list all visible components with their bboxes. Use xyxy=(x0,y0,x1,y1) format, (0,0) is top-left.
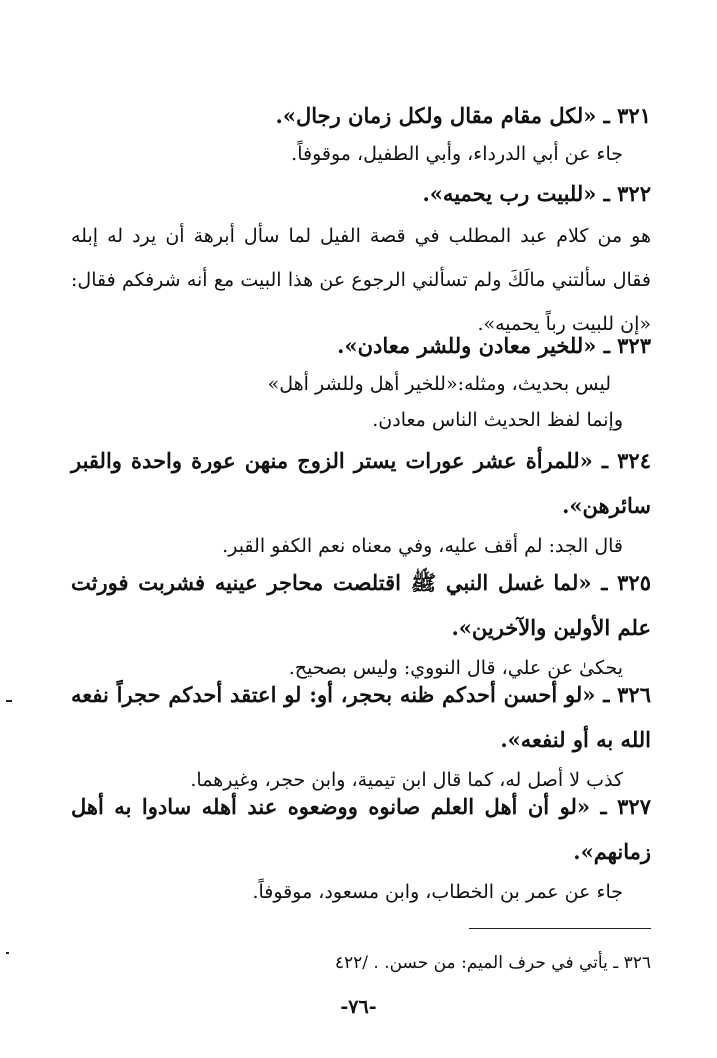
entry-321-heading: ٣٢١ ـ «لكل مقام مقال ولكل زمان رجال». xyxy=(275,103,651,128)
scan-edge-mark xyxy=(6,952,9,954)
entry-324 xyxy=(71,438,651,564)
entry-322-heading: ٣٢٢ ـ «للبيت رب يحميه». xyxy=(422,181,651,206)
scan-edge-mark xyxy=(6,700,12,702)
entry-323-heading: ٣٢٣ ـ «للخير معادن وللشر معادن». xyxy=(337,333,651,358)
footnote: ٣٢٦ ـ يأتي في حرف الميم: من حسن. . /٤٢٢ xyxy=(334,953,651,973)
entry-325 xyxy=(71,560,651,686)
entry-327-heading: ٣٢٧ ـ «لو أن أهل العلم صانوه ووضعوه عند أهله سادوا به أهل زمانهم». xyxy=(71,794,651,864)
entry-321-line: جاء عن أبي الدرداء، وأبي الطفيل، موقوفاً. xyxy=(291,143,623,165)
entry-325-line: يحكىٰ عن علي، قال النووي: وليس بصحيح. xyxy=(288,657,623,679)
entry-323-line-1: ليس بحديث، ومثله:«للخير أهل وللشر أهل» xyxy=(267,373,611,395)
entry-324-heading: ٣٢٤ ـ «للمرأة عشر عورات يستر الزوج منهن عورة واحدة والقبر سائرهن». xyxy=(71,448,651,518)
entry-322-paragraph: هو من كلام عبد المطلب في قصة الفيل لما سأل أبرهة أن يرد له إبله فقال سألتني مالَكَ ولم تسألني الرجوع عن هذا البيت مع أنه شرفكم فقال: «إن للبيت رباً يحميه». xyxy=(71,225,651,335)
entry-323 xyxy=(71,326,651,438)
entry-322 xyxy=(71,174,651,346)
page-number: -٧٦- xyxy=(340,996,377,1018)
entry-325-heading: ٣٢٥ ـ «لما غسل النبي ﷺ اقتلصت محاجر عينيه فشربت فورثت علم الأولين والآخرين». xyxy=(71,570,651,640)
footnote-divider xyxy=(469,928,651,929)
entry-324-line: قال الجد: لم أقف عليه، وفي معناه نعم الكفو القبر. xyxy=(222,535,623,557)
entry-327-line: جاء عن عمر بن الخطاب، وابن مسعود، موقوفاً. xyxy=(252,881,623,903)
entry-327 xyxy=(71,784,651,910)
entry-326-heading: ٣٢٦ ـ «لو أحسن أحدكم ظنه بحجر، أو: لو اعتقد أحدكم حجراً نفعه الله به أو لنفعه». xyxy=(71,682,651,752)
entry-323-line-2: وإنما لفظ الحديث الناس معادن. xyxy=(372,409,623,431)
entry-326 xyxy=(71,672,651,798)
entry-321 xyxy=(71,96,651,172)
entry-326-line: كذب لا أصل له، كما قال ابن تيمية، وابن حجر، وغيرهما. xyxy=(190,769,623,791)
